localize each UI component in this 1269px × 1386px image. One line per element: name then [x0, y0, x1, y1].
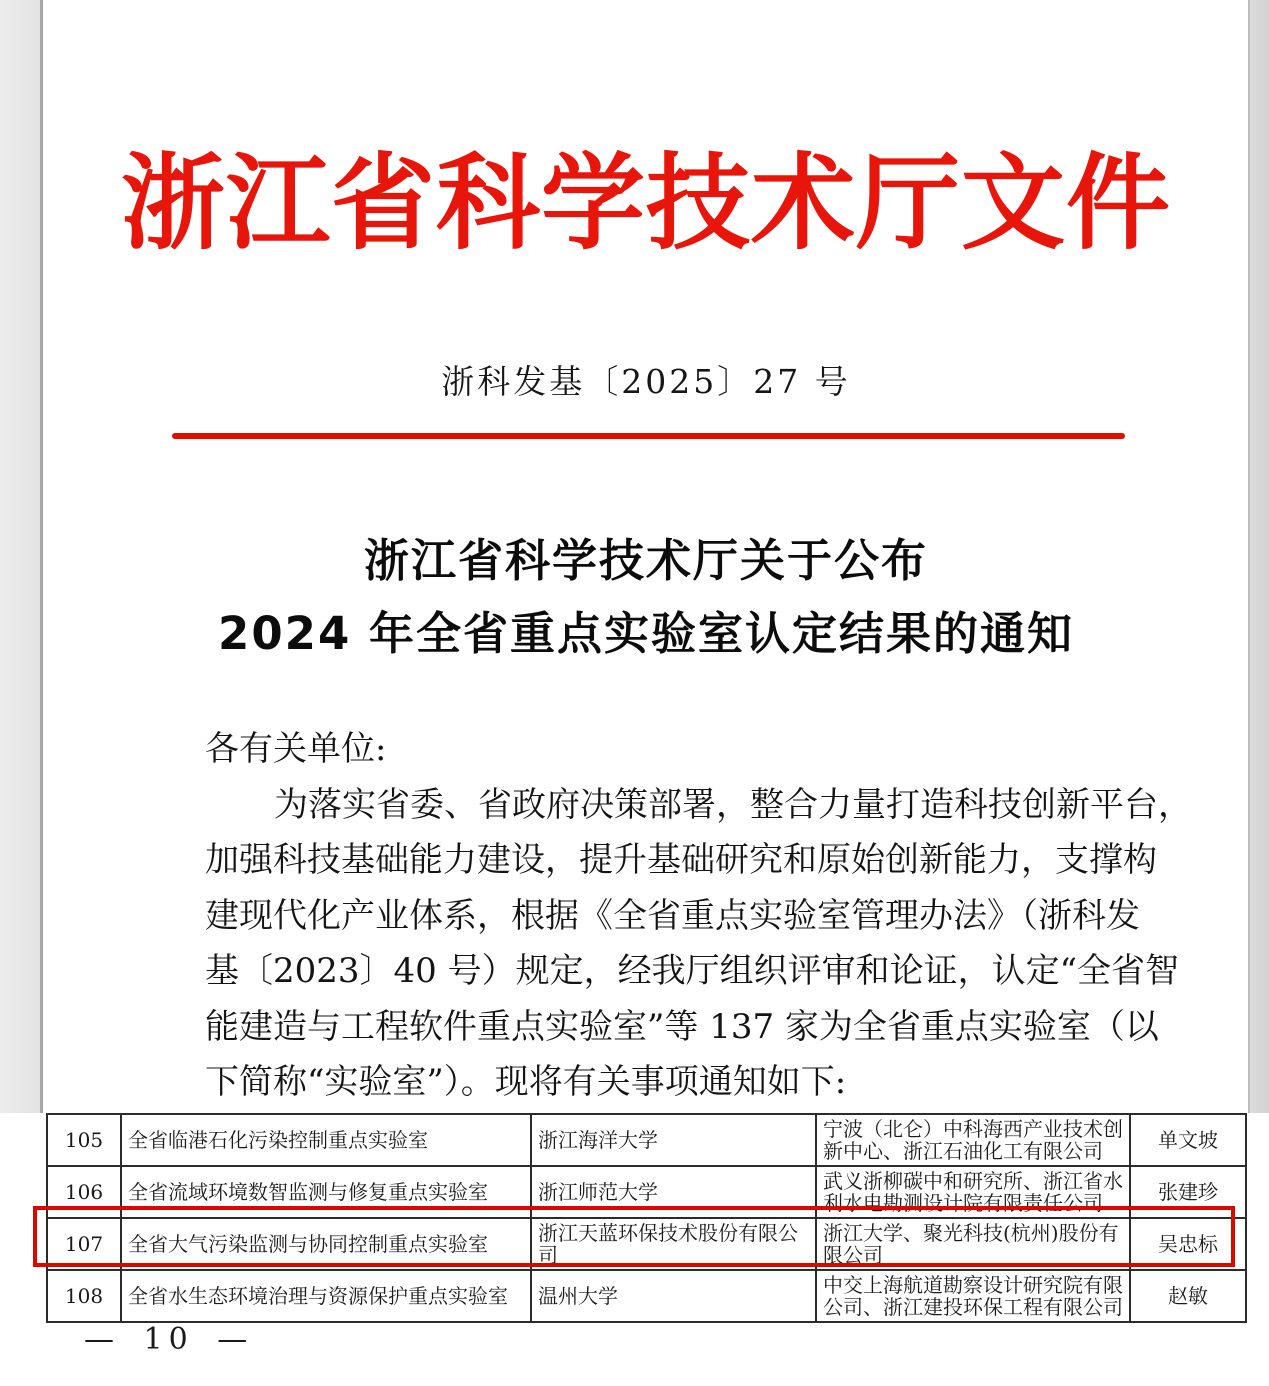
table-row	[47, 1270, 1246, 1322]
director-cell: 赵敏	[1130, 1270, 1246, 1322]
lab-name-cell: 全省临港石化污染控制重点实验室	[121, 1114, 531, 1166]
body-line: 基〔2023〕40 号）规定，经我厅组织评审和论证，认定“全省智	[205, 951, 1179, 991]
page-number: — 10 —	[84, 1322, 254, 1357]
body-line: 下简称“实验室”）。现将有关事项通知如下:	[205, 1062, 847, 1102]
body-line: 建现代化产业体系，根据《全省重点实验室管理办法》（浙科发	[205, 895, 1140, 936]
document-number: 浙科发基〔2025〕27 号	[441, 362, 851, 401]
lab-name-cell: 全省大气污染监测与协同控制重点实验室	[121, 1218, 531, 1270]
director-cell: 张建珍	[1130, 1166, 1246, 1218]
row-number-cell: 108	[47, 1270, 121, 1322]
body-line: 为落实省委、省政府决策部署，整合力量打造科技创新平台，	[274, 784, 1192, 825]
salutation: 各有关单位:	[205, 729, 387, 769]
notice-title-line1: 浙江省科学技术厅关于公布	[363, 534, 928, 587]
row-number-cell: 107	[47, 1218, 121, 1270]
institution-cell: 浙江海洋大学	[531, 1114, 816, 1166]
table-row	[47, 1166, 1246, 1218]
lab-name-cell: 全省水生态环境治理与资源保护重点实验室	[121, 1270, 531, 1322]
body-line: 能建造与工程软件重点实验室”等 137 家为全省重点实验室（以	[205, 1006, 1159, 1047]
director-cell: 单文坡	[1130, 1114, 1246, 1166]
director-cell: 吴忠标	[1130, 1218, 1246, 1270]
body-line: 加强科技基础能力建设，提升基础研究和原始创新能力，支撑构	[205, 840, 1157, 880]
page-left-margin-shade	[0, 0, 43, 1113]
institution-cell: 温州大学	[531, 1270, 816, 1322]
lab-name-cell: 全省流域环境数智监测与修复重点实验室	[121, 1166, 531, 1218]
notice-body	[205, 722, 1192, 1111]
laboratory-approval-table	[46, 1113, 1247, 1323]
partners-cell: 中交上海航道勘察设计研究院有限公司、浙江建投环保工程有限公司	[816, 1270, 1130, 1322]
letterhead-divider-rule	[172, 433, 1125, 439]
institution-cell: 浙江师范大学	[531, 1166, 816, 1218]
letterhead-title: 浙江省科学技术厅文件	[120, 141, 1171, 264]
notice-title	[43, 524, 1249, 670]
table-row-highlighted	[47, 1218, 1246, 1270]
institution-cell: 浙江天蓝环保技术股份有限公司	[531, 1218, 816, 1270]
row-number-cell: 106	[47, 1166, 121, 1218]
table-row	[47, 1114, 1246, 1166]
notice-title-line2: 2024 年全省重点实验室认定结果的通知	[218, 607, 1074, 660]
row-number-cell: 105	[47, 1114, 121, 1166]
partners-cell: 宁波（北仑）中科海西产业技术创新中心、浙江石油化工有限公司	[816, 1114, 1130, 1166]
partners-cell: 武义浙柳碳中和研究所、浙江省水利水电勘测设计院有限责任公司	[816, 1166, 1130, 1218]
page-right-margin-shade	[1248, 0, 1269, 1113]
partners-cell: 浙江大学、聚光科技(杭州)股份有限公司	[816, 1218, 1130, 1270]
